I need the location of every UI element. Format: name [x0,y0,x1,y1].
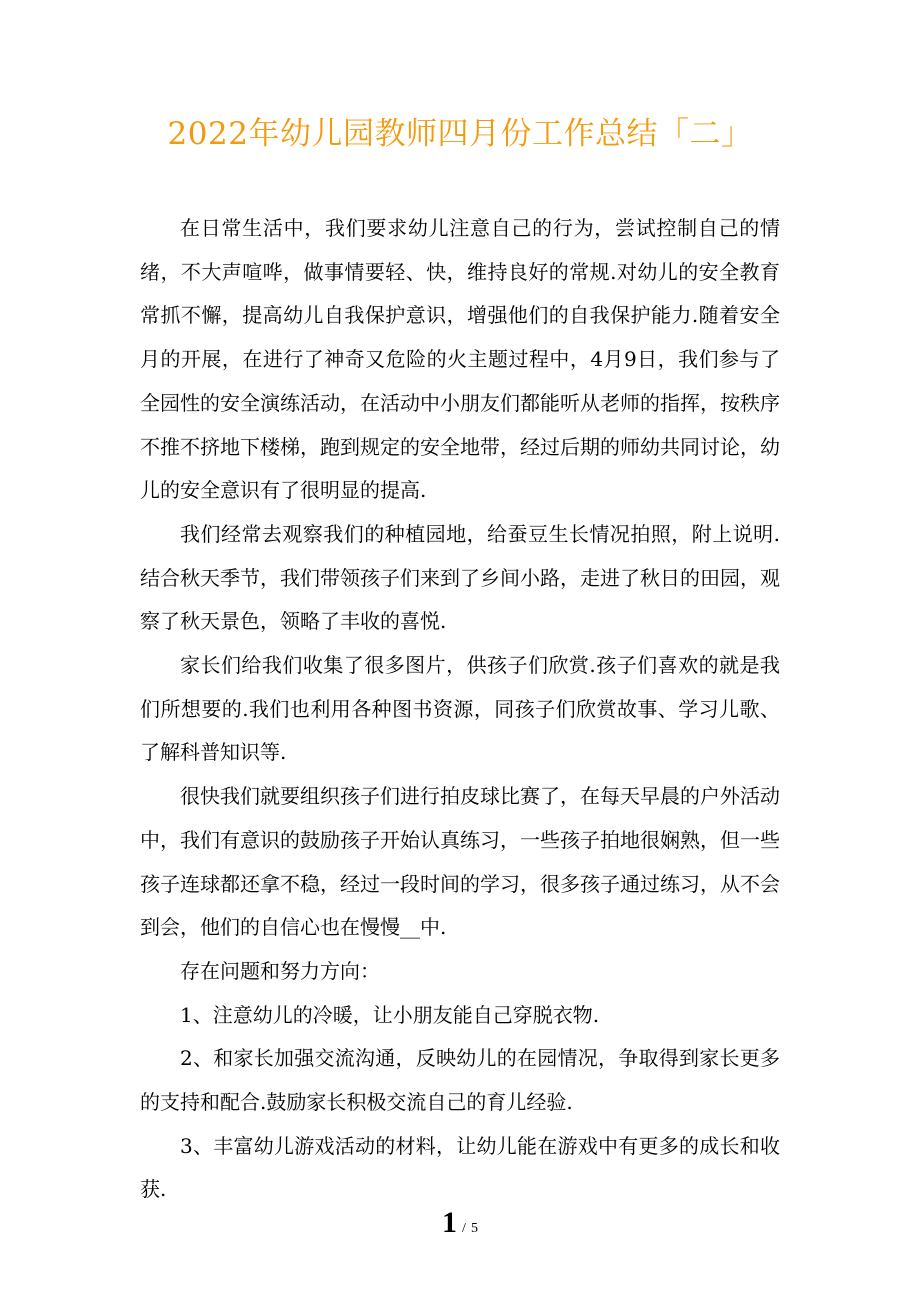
page-separator: / [462,1221,466,1236]
list-item-1: 1、注意幼儿的冷暖，让小朋友能自己穿脱衣物. [180,1002,600,1027]
current-page-number: 1 [441,1206,457,1239]
paragraph-parents: 家长们给我们收集了很多图片，供孩子们欣赏.孩子们喜欢的就是我们所想要的.我们也利用各种图书资源，同孩子们欣赏故事、学习儿歌、了解科普知识等. [140,653,780,765]
total-pages: 5 [471,1221,479,1236]
document-title: 2022年幼儿园教师四月份工作总结「二」 [167,116,753,152]
list-item-2: 2、和家长加强交流沟通，反映幼儿的在园情况，争取得到家长更多的支持和配合.鼓励家长积极交流自己的育儿经验. [140,1046,780,1115]
page-number [0,1206,920,1240]
paragraph-garden: 我们经常去观察我们的种植园地，给蚕豆生长情况拍照，附上说明.结合秋天季节，我们带领孩子们来到了乡间小路，走进了秋日的田园，观察了秋天景色，领略了丰收的喜悦. [140,521,780,634]
document-body [140,207,780,1212]
paragraph-ball-game: 很快我们就要组织孩子们进行拍皮球比赛了，在每天早晨的户外活动中，我们有意识的鼓励孩子开始认真练习，一些孩子拍地很娴熟，但一些孩子连球都还拿不稳，经过一段时间的学习，很多孩子通过练习，从不会到会，他们的自信心也在慢慢__中. [140,784,780,940]
paragraph-problems-heading: 存在问题和努力方向： [180,958,380,983]
list-item-3: 3、丰富幼儿游戏活动的材料，让幼儿能在游戏中有更多的成长和收获. [140,1133,780,1202]
paragraph-safety: 在日常生活中，我们要求幼儿注意自己的行为，尝试控制自己的情绪，不大声喧哗，做事情要轻、快，维持良好的常规.对幼儿的安全教育常抓不懈，提高幼儿自我保护意识，增强他们的自我保护能力.随着安全月的开展，在进行了神奇又危险的火主题过程中，4月9日，我们参与了全园性的安全演练活动，在活动中小朋友们都能听从老师的指挥，按秩序不推不挤地下楼梯，跑到规定的安全地带，经过后期的师幼共同讨论，幼儿的安全意识有了很明显的提高. [140,216,780,503]
